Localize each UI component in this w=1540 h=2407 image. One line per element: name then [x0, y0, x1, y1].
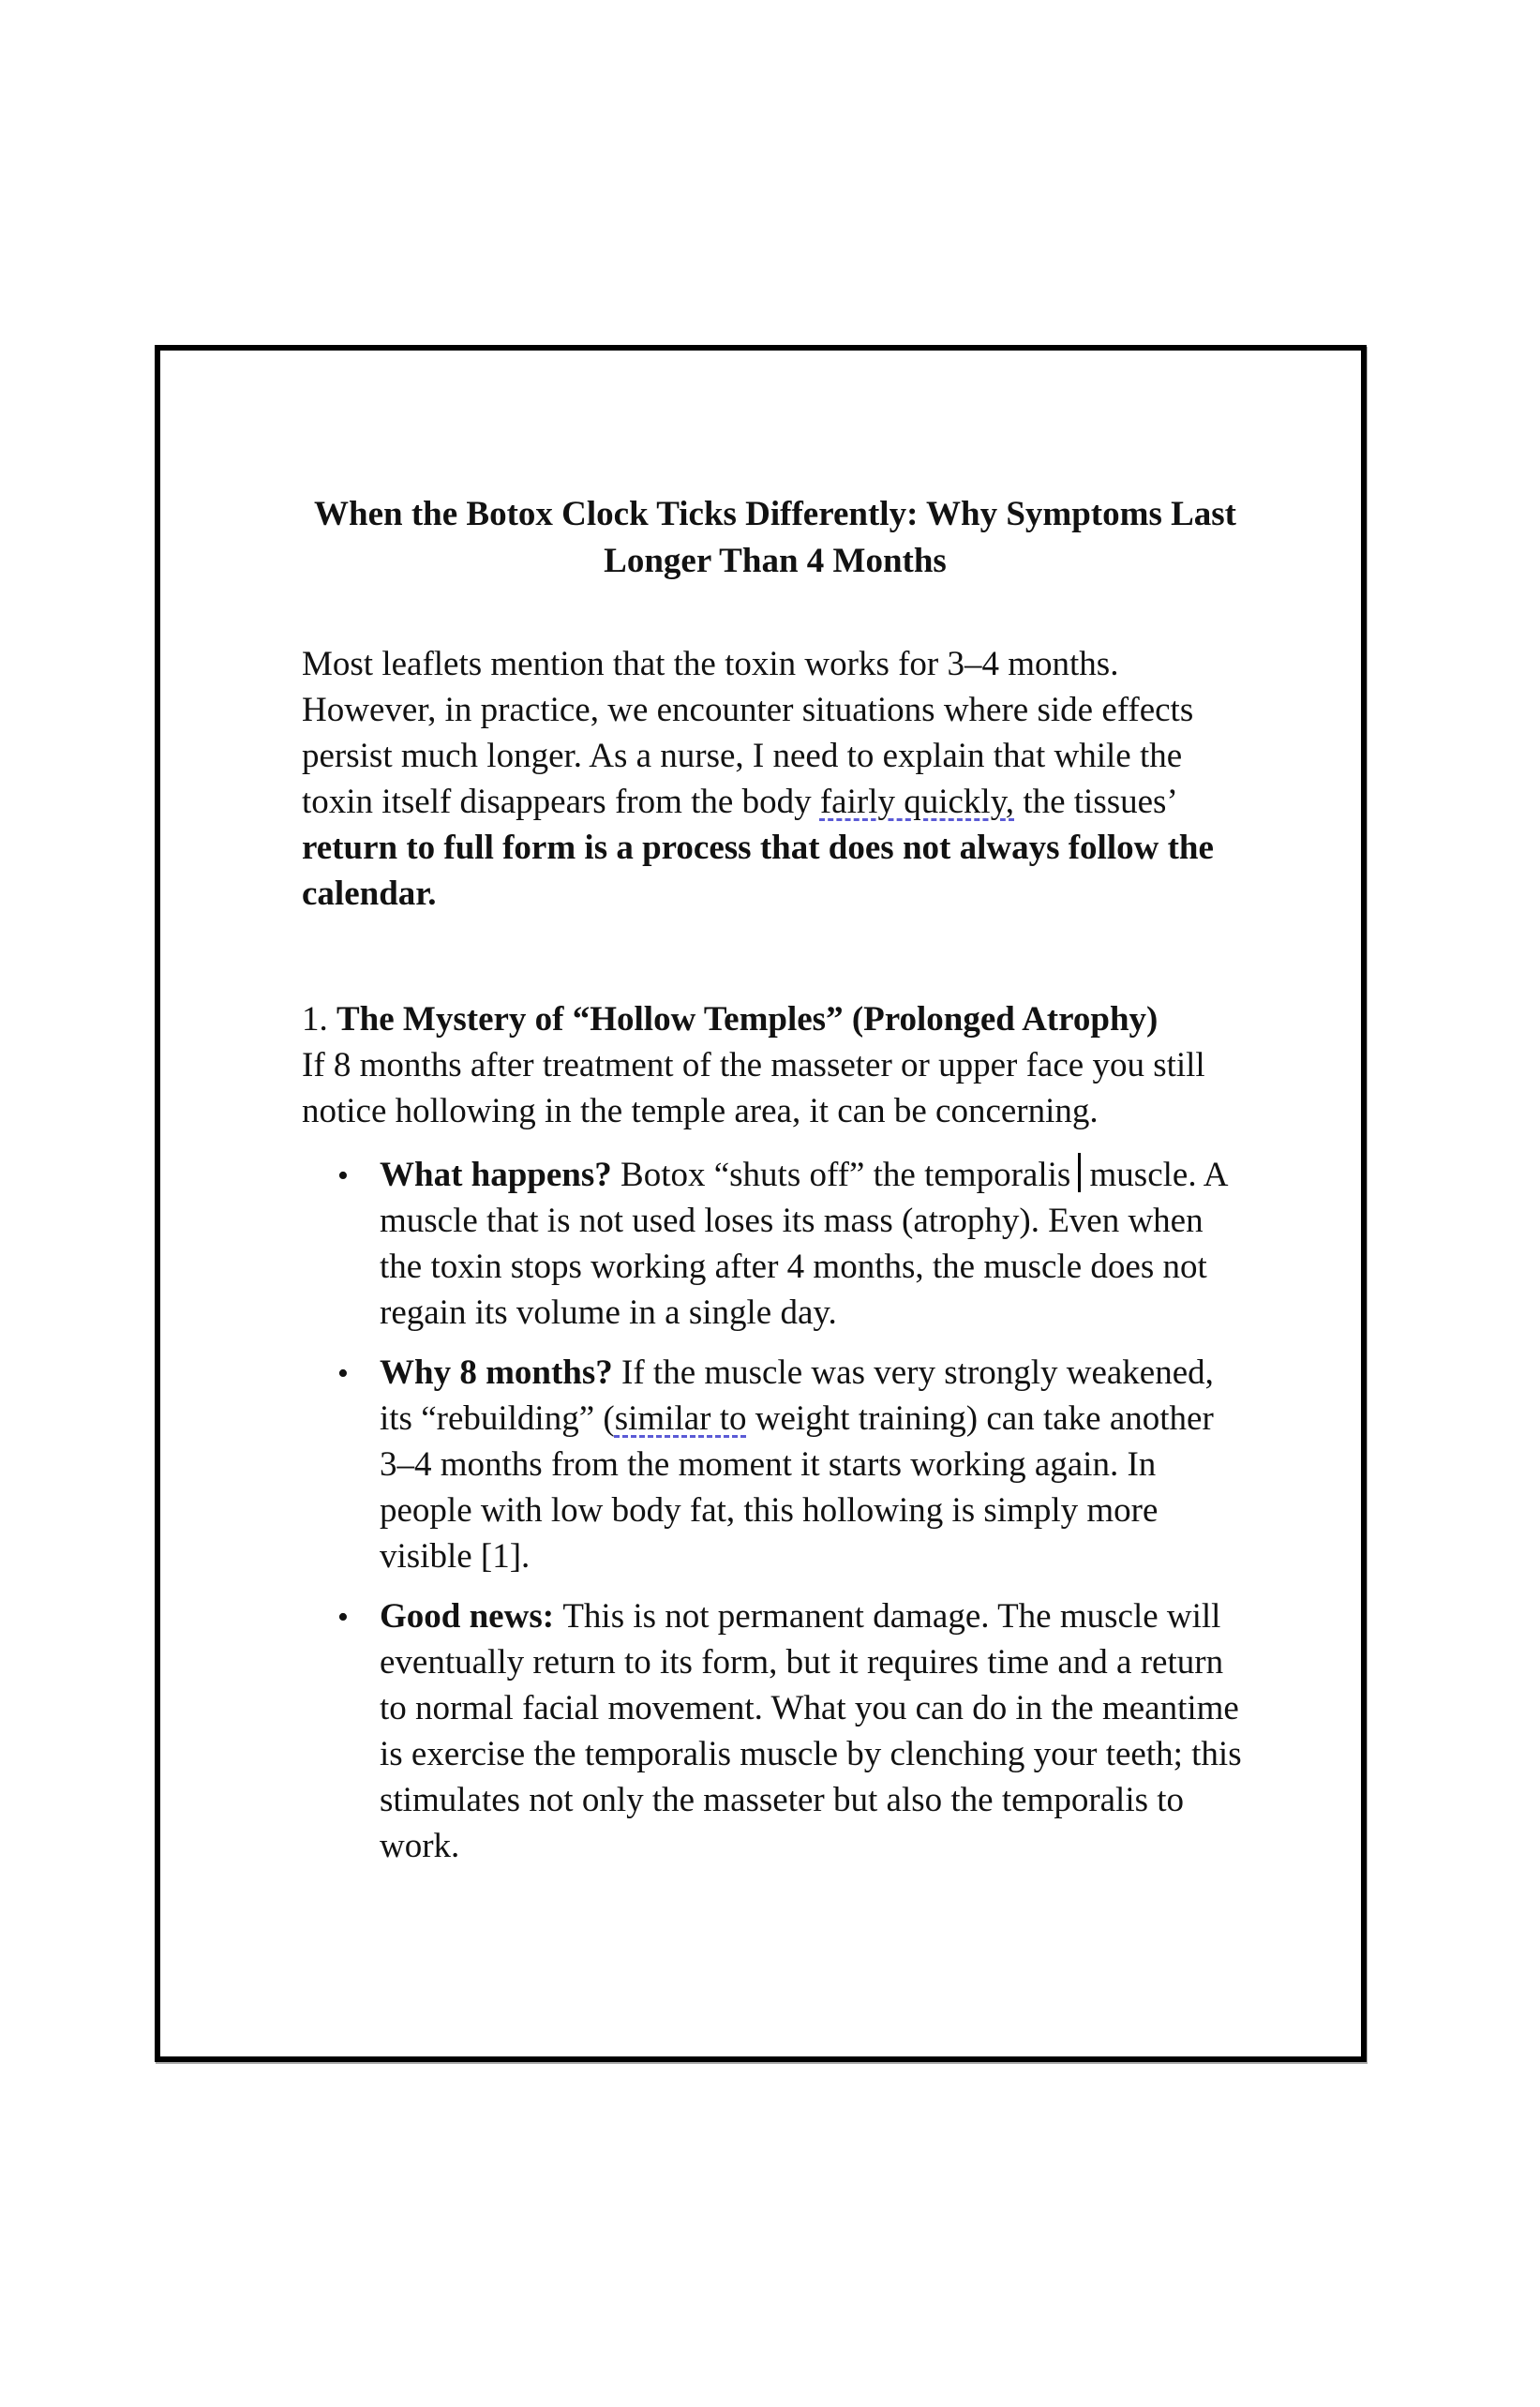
bullet-text: weight training) can take another 3–4 months from the moment it starts working again. In people with low body fat, this hollowing is simply more visible [1]. [380, 1399, 1214, 1576]
grammar-underline: similar to [614, 1399, 747, 1438]
document-page[interactable] [155, 345, 1367, 2062]
bullet-icon: • [337, 1600, 349, 1635]
bullet-label: Why 8 months? [380, 1353, 622, 1392]
bullet-text: muscle. A muscle that is not used loses its mass (atrophy). Even when the toxin stops working after 4 months, the muscle does not regain its volume in a single day. [380, 1156, 1227, 1332]
bullet-icon: • [337, 1356, 349, 1391]
bullet-item-why-8-months [302, 1350, 1248, 1579]
document-text-area[interactable] [160, 351, 1361, 2056]
section-number: 1. [302, 1000, 336, 1039]
bullet-text: If the muscle was very strongly weakened, its “rebuilding” ( [380, 1353, 1214, 1438]
bullet-item-good-news [302, 1593, 1248, 1869]
intro-text-2: the tissues’ [1014, 783, 1176, 821]
bullet-icon: • [337, 1159, 349, 1193]
document-title: When the Botox Clock Ticks Differently: Why Symptoms Last Longer Than 4 Months [314, 495, 1236, 580]
section-heading [302, 996, 1248, 1042]
bullet-list [302, 1152, 1248, 1869]
bullet-item-what-happens [302, 1152, 1248, 1336]
bullet-label: What happens? [380, 1156, 621, 1194]
intro-bold-text: return to full form is a process that does not always follow the calendar. [302, 829, 1214, 913]
section-heading-text: The Mystery of “Hollow Temples” (Prolonged Atrophy) [336, 1000, 1159, 1039]
intro-text: Most leaflets mention that the toxin works for 3–4 months. However, in practice, we encounter situations where side effects persist much longer. As a nurse, I need to explain that while the toxin itself disappears from the body [302, 645, 1194, 821]
section-lead: If 8 months after treatment of the masseter or upper face you still notice hollowing in the temple area, it can be concerning. [302, 1046, 1205, 1130]
bullet-text: This is not permanent damage. The muscle will eventually return to its form, but it requires time and a return to normal facial movement. What you can do in the meantime is exercise the temporalis muscle by clenching your teeth; this stimulates not only the masseter but also the temporalis to work. [380, 1597, 1242, 1865]
intro-paragraph [302, 641, 1248, 917]
bullet-text: Botox “shuts off” the temporalis [620, 1156, 1071, 1194]
grammar-underline: fairly quickly, [819, 783, 1015, 821]
bullet-label: Good news: [380, 1597, 563, 1636]
